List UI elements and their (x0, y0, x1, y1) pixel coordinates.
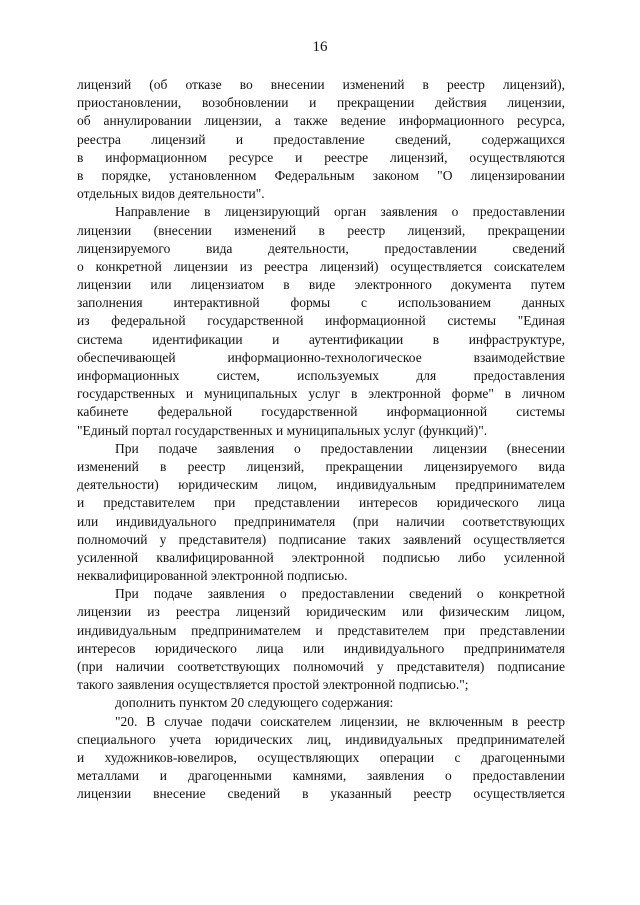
text-line: система идентификации и аутентификации в инфраструктуре, (77, 331, 565, 347)
text-line: При подаче заявления о предоставлении сведений о конкретной (115, 586, 565, 602)
text-line: о конкретной лицензии из реестра лицензий) осуществляется соискателем (77, 258, 565, 274)
text-line: При подаче заявления о предоставлении лицензии (внесении (115, 440, 565, 456)
text-line: в информационном ресурсе и реестре лицензий, осуществляются (77, 149, 565, 165)
text-line: приостановлении, возобновлении и прекращении действия лицензии, (77, 95, 565, 111)
text-line: металлами и драгоценными камнями, заявления о предоставлении (77, 768, 565, 784)
paragraph-amendment-intro (77, 694, 565, 712)
text-line: и представителем при представлении интересов юридического лица (77, 495, 565, 511)
text-line: "20. В случае подачи соискателем лицензии, не включенным в реестр (115, 713, 565, 729)
text-line: лицензии из реестра лицензий юридическим или физическим лицом, (77, 604, 565, 620)
paragraph-clause-20 (77, 713, 565, 804)
paragraph-enhanced-signature (77, 440, 565, 586)
paragraph-application-submission (77, 203, 565, 439)
text-line: интересов юридического лица или индивидуального предпринимателя (77, 640, 565, 656)
text-line: лицензий (об отказе во внесении изменений в реестр лицензий), (77, 77, 565, 92)
paragraph-simple-signature (77, 585, 565, 694)
text-line: неквалифицированной электронной подписью. (77, 568, 348, 584)
document-body (77, 76, 565, 804)
text-line: реестра лицензий и предоставление сведений, содержащихся (77, 131, 565, 147)
text-line: лицензируемого вида деятельности, предоставлении сведений (77, 240, 565, 256)
paragraph-licensing-resource (77, 76, 565, 203)
text-line: Направление в лицензирующий орган заявления о предоставлении (115, 204, 565, 220)
text-line: лицензии или лицензиатом в виде электронного документа путем (77, 277, 565, 293)
text-line: или индивидуального предпринимателя (при наличии соответствующих (77, 513, 565, 529)
text-line: и художников-ювелиров, осуществляющих операции с драгоценными (77, 749, 565, 765)
text-line: усиленной квалифицированной электронной подписью либо усиленной (77, 549, 565, 565)
text-line: полномочий у представителя) подписание таких заявлений осуществляется (77, 531, 565, 547)
text-line: деятельности) юридическим лицом, индивидуальным предпринимателем (77, 477, 565, 493)
text-line: об аннулировании лицензии, а также ведение информационного ресурса, (77, 113, 565, 129)
text-line: в порядке, установленном Федеральным законом "О лицензировании (77, 167, 565, 183)
text-line: изменений в реестр лицензий, прекращении лицензируемого вида (77, 458, 565, 474)
text-line: (при наличии соответствующих полномочий у представителя) подписание (77, 659, 565, 674)
text-line: специального учета юридических лиц, индивидуальных предпринимателей (77, 731, 565, 747)
text-line: кабинете федеральной государственной информационной системы (77, 404, 565, 420)
text-line: лицензии (внесении изменений в реестр лицензий, прекращении (77, 222, 565, 238)
text-line: заполнения интерактивной формы с использованием данных (77, 295, 565, 311)
text-line: лицензии внесение сведений в указанный реестр осуществляется (77, 786, 565, 802)
text-line: государственных и муниципальных услуг в электронной форме" в личном (77, 386, 565, 402)
text-line: информационных систем, используемых для предоставления (77, 368, 565, 383)
text-line: отдельных видов деятельности". (77, 186, 265, 202)
text-line: "Единый портал государственных и муниципальных услуг (функций)". (77, 422, 488, 438)
text-line: дополнить пунктом 20 следующего содержания: (115, 695, 394, 711)
text-line: такого заявления осуществляется простой электронной подписью."; (77, 677, 469, 693)
page-number: 16 (312, 39, 328, 55)
text-line: индивидуальным предпринимателем и представителем при представлении (77, 622, 565, 638)
text-line: обеспечивающей информационно-технологическое взаимодействие (77, 349, 565, 365)
text-line: из федеральной государственной информационной системы "Единая (77, 313, 565, 329)
